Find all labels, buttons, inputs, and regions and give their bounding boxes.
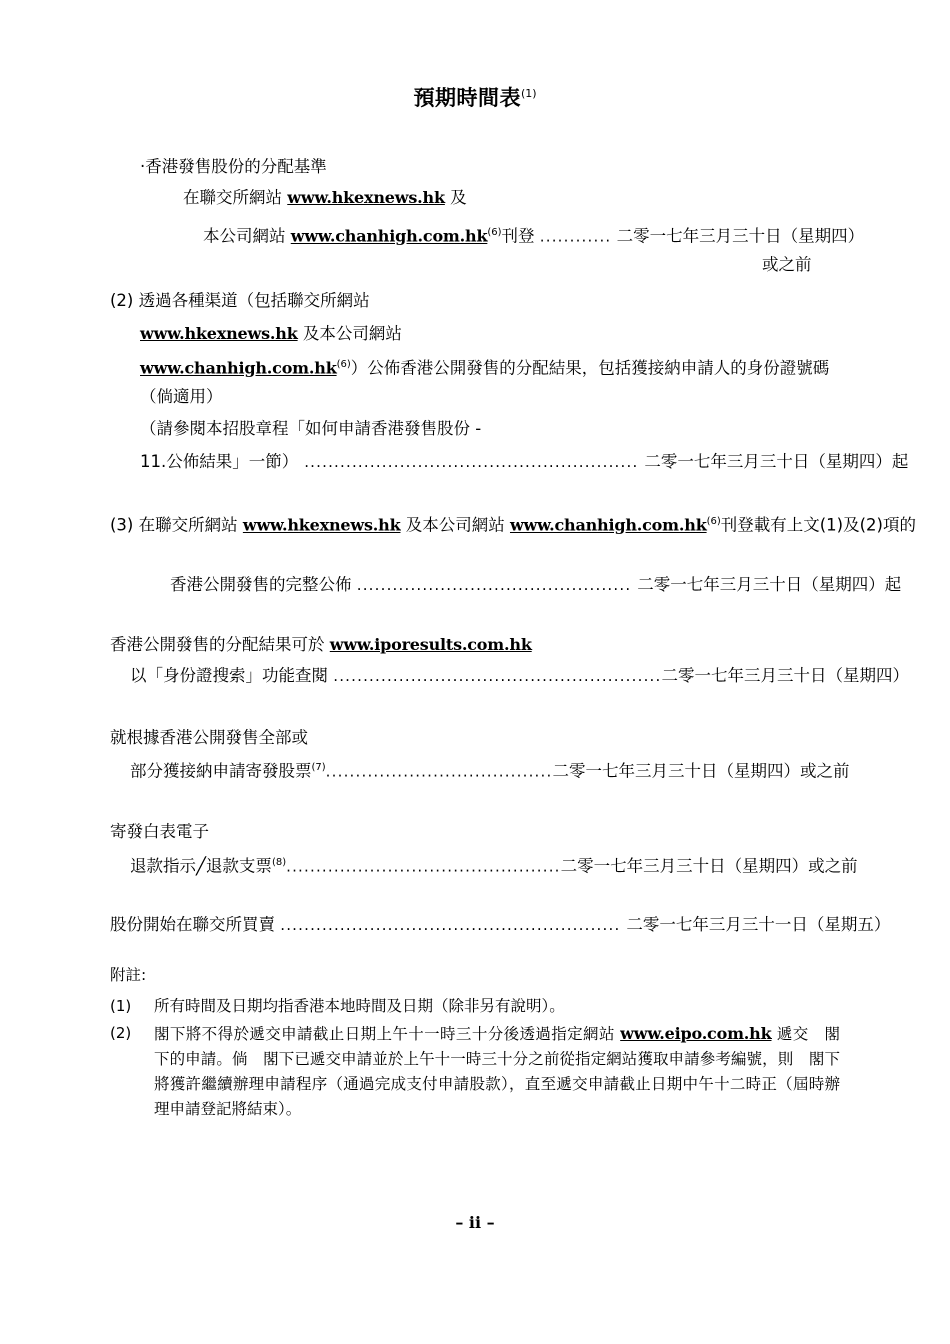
note-text: [154, 994, 840, 1019]
item6-line1-text: 寄發白表電子: [110, 822, 209, 841]
item5-date: 二零一七年三月三十日（星期四）或之前: [552, 761, 850, 781]
item1-line1-text: 香港發售股份的分配基準: [145, 157, 327, 176]
item2-line3-suffix: ）公佈香港公開發售的分配結果，包括獲接納申請人的身份證號碼: [350, 358, 830, 378]
item3-line2: [170, 575, 901, 595]
item7-line: [110, 915, 890, 935]
item1-line2-suffix: 及: [444, 188, 467, 207]
chanhigh-link[interactable]: www.chanhigh.com.hk: [140, 358, 337, 378]
item2-line5: [140, 419, 481, 439]
item1-leader-dots: ............: [539, 227, 612, 246]
item4-line2: [130, 666, 909, 686]
item2-date: 二零一七年三月三十日（星期四）起: [644, 452, 909, 471]
item4-date: 二零一七年三月三十日（星期四）: [661, 666, 909, 685]
note-number: (1): [110, 997, 132, 1015]
item6-line1: [110, 822, 209, 842]
note-text: [154, 1021, 840, 1122]
eipo-link[interactable]: www.eipo.com.hk: [620, 1024, 772, 1043]
note-1-text: 所有時間及日期均指香港本地時間及日期（除非另有說明）。: [154, 997, 565, 1015]
chanhigh-link[interactable]: www.chanhigh.com.hk: [290, 226, 488, 246]
item2-line6: [140, 452, 908, 472]
item6-line2-label: 退款指示╱退款支票: [130, 856, 272, 876]
item5-line2: [130, 758, 849, 782]
item2-line5-text: （請參閱本招股章程「如何申請香港發售股份 -: [140, 419, 482, 438]
item3-line1-mid: 及本公司網站: [400, 515, 510, 535]
item2-line1: [110, 291, 370, 311]
item6-date: 二零一七年三月三十日（星期四）或之前: [560, 856, 858, 876]
item1-line4: [762, 255, 812, 275]
item5-line1-text: 就根據香港公開發售全部或: [110, 728, 308, 747]
item6-leader-dots: ..............................................: [286, 857, 561, 876]
item3-footnote-ref: (6): [706, 516, 721, 527]
item1-line2-prefix: 在聯交所網站: [183, 188, 288, 207]
page-number: – ii –: [455, 1213, 495, 1232]
item2-line2: [140, 324, 402, 344]
chanhigh-link[interactable]: www.chanhigh.com.hk: [509, 515, 707, 535]
item2-line3: [140, 355, 829, 379]
item2-line6-label: 11.公佈結果」一節）: [140, 452, 299, 471]
item6-line2: [130, 853, 858, 877]
item1-date: 二零一七年三月三十日（星期四）: [611, 226, 865, 246]
item7-leader-dots: .........................................................: [280, 916, 627, 934]
note-2-part1: 閣下將不得於遞交申請截止日期上午十一時三十分後透過指定網站: [154, 1025, 621, 1043]
item3-date: 二零一七年三月三十日（星期四）起: [637, 575, 902, 594]
item4-line1: [110, 635, 532, 655]
item1-line2: [183, 188, 467, 208]
hkexnews-link[interactable]: www.hkexnews.hk: [140, 324, 298, 343]
item1-date-qualifier: 或之前: [762, 255, 812, 274]
item3-leader-dots: ..............................................: [356, 576, 638, 594]
note-item: [110, 1021, 840, 1122]
item2-line4-text: （倘適用）: [140, 387, 223, 406]
item5-line2-label: 部分獲接納申請寄發股票: [130, 761, 312, 781]
item4-line2-label: 以「身份證搜索」功能查閱: [130, 666, 334, 685]
item1-bullet: ·: [140, 157, 146, 176]
item2-leader-dots: ........................................................: [298, 453, 645, 471]
item1-line3-prefix: 本公司網站: [203, 226, 291, 246]
item7-date: 二零一七年三月三十一日（星期五）: [626, 915, 891, 934]
hkexnews-link[interactable]: www.hkexnews.hk: [287, 188, 445, 207]
item5-footnote-ref: (7): [311, 762, 326, 773]
item5-leader-dots: ......................................: [325, 762, 553, 781]
item1-footnote-ref: (6): [487, 227, 502, 238]
notes-section: [110, 963, 840, 1124]
iporesults-link[interactable]: www.iporesults.com.hk: [329, 635, 532, 654]
notes-heading: 附註:: [110, 966, 147, 984]
page-title-text: 預期時間表: [413, 86, 521, 110]
hkexnews-link[interactable]: www.hkexnews.hk: [242, 515, 401, 535]
note-2-part2: 遞交 閣下的申請。倘 閣下已遞交申請並於上午十一時三十分之前從指定網站獲取申請參考編號，則 閣下將獲許繼續辦理申請程序（通過完成支付申請股款），直至遞交申請截止日期中午十二時正（屆時辦理申請登記將結束）。: [154, 1025, 840, 1118]
item3-line1: [110, 512, 916, 536]
item7-label: 股份開始在聯交所買賣: [110, 915, 281, 934]
item2-footnote-ref: (6): [336, 359, 351, 370]
item1-line1: [140, 157, 327, 177]
item4-line1-prefix: 香港公開發售的分配結果可於: [110, 635, 330, 654]
item1-line3-mid: 刊登: [501, 226, 540, 246]
item1-line3: [203, 223, 864, 247]
item3-line1-suffix: 刊登載有上文(1)及(2)項的: [720, 515, 916, 535]
item5-line1: [110, 728, 308, 748]
item3-line1-prefix: 在聯交所網站: [133, 515, 243, 535]
item6-footnote-ref: (8): [271, 857, 287, 868]
note-number: (2): [110, 1024, 132, 1042]
page-title-superscript: (1): [520, 87, 537, 100]
page-title: [0, 0, 950, 112]
item3-number: (3): [110, 515, 134, 535]
note-item: [110, 994, 840, 1019]
item2-line2-suffix: 及本公司網站: [297, 324, 402, 343]
item3-line2-label: 香港公開發售的完整公佈: [170, 575, 357, 594]
item2-number: (2): [110, 291, 134, 310]
item2-line1-text: 透過各種渠道（包括聯交所網站: [138, 291, 370, 310]
item2-line4: [140, 387, 223, 407]
item4-leader-dots: .......................................................: [333, 667, 662, 685]
